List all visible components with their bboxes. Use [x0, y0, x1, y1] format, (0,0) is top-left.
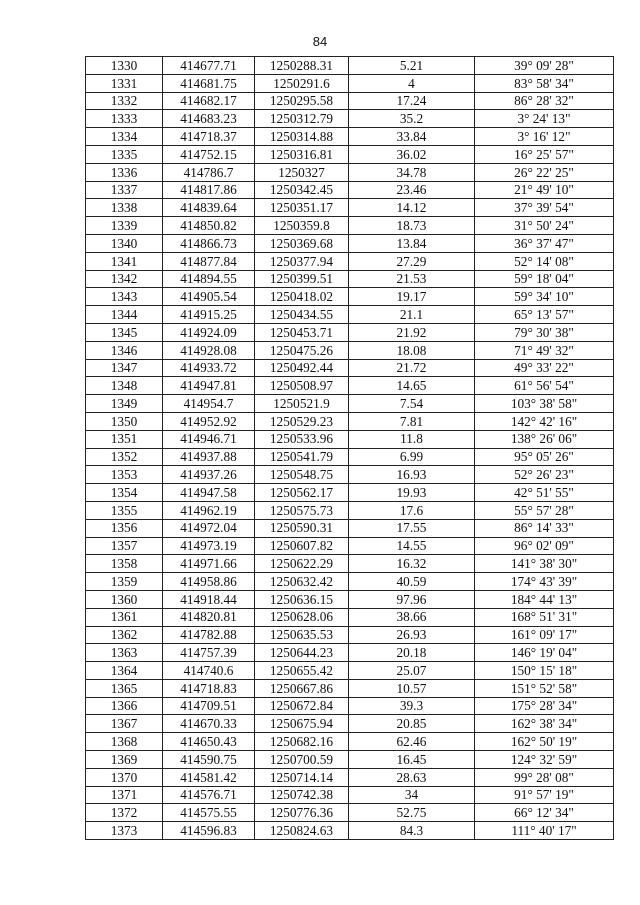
y-coordinate-cell: 1250508.97	[255, 377, 349, 395]
table-row	[86, 110, 614, 128]
table-row	[86, 288, 614, 306]
distance-cell: 52.75	[349, 804, 475, 822]
distance-cell: 34	[349, 786, 475, 804]
x-coordinate-cell: 414740.6	[163, 662, 255, 680]
angle-cell: 31° 50' 24"	[475, 217, 614, 235]
distance-cell: 13.84	[349, 234, 475, 252]
table-row	[86, 466, 614, 484]
x-coordinate-cell: 414877.84	[163, 252, 255, 270]
distance-cell: 35.2	[349, 110, 475, 128]
x-coordinate-cell: 414576.71	[163, 786, 255, 804]
y-coordinate-cell: 1250667.86	[255, 679, 349, 697]
y-coordinate-cell: 1250562.17	[255, 484, 349, 502]
y-coordinate-cell: 1250636.15	[255, 590, 349, 608]
distance-cell: 16.32	[349, 555, 475, 573]
angle-cell: 168° 51' 31"	[475, 608, 614, 626]
table-row	[86, 608, 614, 626]
y-coordinate-cell: 1250622.29	[255, 555, 349, 573]
y-coordinate-cell: 1250369.68	[255, 234, 349, 252]
y-coordinate-cell: 1250776.36	[255, 804, 349, 822]
x-coordinate-cell: 414839.64	[163, 199, 255, 217]
y-coordinate-cell: 1250714.14	[255, 768, 349, 786]
point-number-cell: 1341	[86, 252, 163, 270]
distance-cell: 27.29	[349, 252, 475, 270]
table-row	[86, 626, 614, 644]
table-body	[86, 57, 614, 840]
x-coordinate-cell: 414924.09	[163, 323, 255, 341]
x-coordinate-cell: 414973.19	[163, 537, 255, 555]
y-coordinate-cell: 1250607.82	[255, 537, 349, 555]
distance-cell: 18.08	[349, 341, 475, 359]
point-number-cell: 1340	[86, 234, 163, 252]
distance-cell: 6.99	[349, 448, 475, 466]
angle-cell: 124° 32' 59"	[475, 751, 614, 769]
table-row	[86, 323, 614, 341]
y-coordinate-cell: 1250291.6	[255, 74, 349, 92]
angle-cell: 111° 40' 17"	[475, 822, 614, 840]
point-number-cell: 1355	[86, 501, 163, 519]
distance-cell: 21.92	[349, 323, 475, 341]
table-row	[86, 822, 614, 840]
x-coordinate-cell: 414677.71	[163, 57, 255, 75]
x-coordinate-cell: 414850.82	[163, 217, 255, 235]
table-row	[86, 128, 614, 146]
table-row	[86, 697, 614, 715]
angle-cell: 91° 57' 19"	[475, 786, 614, 804]
distance-cell: 26.93	[349, 626, 475, 644]
angle-cell: 39° 09' 28"	[475, 57, 614, 75]
distance-cell: 19.93	[349, 484, 475, 502]
x-coordinate-cell: 414962.19	[163, 501, 255, 519]
y-coordinate-cell: 1250529.23	[255, 412, 349, 430]
angle-cell: 52° 26' 23"	[475, 466, 614, 484]
y-coordinate-cell: 1250399.51	[255, 270, 349, 288]
point-number-cell: 1331	[86, 74, 163, 92]
table-row	[86, 145, 614, 163]
y-coordinate-cell: 1250288.31	[255, 57, 349, 75]
distance-cell: 18.73	[349, 217, 475, 235]
table-row	[86, 395, 614, 413]
y-coordinate-cell: 1250377.94	[255, 252, 349, 270]
table-row	[86, 74, 614, 92]
y-coordinate-cell: 1250644.23	[255, 644, 349, 662]
y-coordinate-cell: 1250590.31	[255, 519, 349, 537]
table-row	[86, 57, 614, 75]
angle-cell: 16° 25' 57"	[475, 145, 614, 163]
y-coordinate-cell: 1250295.58	[255, 92, 349, 110]
x-coordinate-cell: 414947.81	[163, 377, 255, 395]
x-coordinate-cell: 414596.83	[163, 822, 255, 840]
angle-cell: 162° 50' 19"	[475, 733, 614, 751]
point-number-cell: 1365	[86, 679, 163, 697]
angle-cell: 150° 15' 18"	[475, 662, 614, 680]
angle-cell: 26° 22' 25"	[475, 163, 614, 181]
point-number-cell: 1336	[86, 163, 163, 181]
table-row	[86, 359, 614, 377]
y-coordinate-cell: 1250314.88	[255, 128, 349, 146]
distance-cell: 14.12	[349, 199, 475, 217]
distance-cell: 36.02	[349, 145, 475, 163]
distance-cell: 39.3	[349, 697, 475, 715]
x-coordinate-cell: 414718.37	[163, 128, 255, 146]
x-coordinate-cell: 414681.75	[163, 74, 255, 92]
table-row	[86, 217, 614, 235]
point-number-cell: 1362	[86, 626, 163, 644]
y-coordinate-cell: 1250351.17	[255, 199, 349, 217]
distance-cell: 17.6	[349, 501, 475, 519]
angle-cell: 65° 13' 57"	[475, 306, 614, 324]
table-row	[86, 199, 614, 217]
distance-cell: 38.66	[349, 608, 475, 626]
distance-cell: 14.55	[349, 537, 475, 555]
angle-cell: 96° 02' 09"	[475, 537, 614, 555]
distance-cell: 4	[349, 74, 475, 92]
table-row	[86, 751, 614, 769]
distance-cell: 33.84	[349, 128, 475, 146]
angle-cell: 66° 12' 34"	[475, 804, 614, 822]
point-number-cell: 1347	[86, 359, 163, 377]
distance-cell: 25.07	[349, 662, 475, 680]
distance-cell: 84.3	[349, 822, 475, 840]
point-number-cell: 1351	[86, 430, 163, 448]
coordinates-table	[85, 56, 614, 840]
table-row	[86, 644, 614, 662]
point-number-cell: 1369	[86, 751, 163, 769]
angle-cell: 61° 56' 54"	[475, 377, 614, 395]
distance-cell: 7.81	[349, 412, 475, 430]
angle-cell: 138° 26' 06"	[475, 430, 614, 448]
x-coordinate-cell: 414918.44	[163, 590, 255, 608]
distance-cell: 40.59	[349, 573, 475, 591]
x-coordinate-cell: 414682.17	[163, 92, 255, 110]
point-number-cell: 1353	[86, 466, 163, 484]
x-coordinate-cell: 414952.92	[163, 412, 255, 430]
distance-cell: 7.54	[349, 395, 475, 413]
point-number-cell: 1330	[86, 57, 163, 75]
x-coordinate-cell: 414933.72	[163, 359, 255, 377]
table-row	[86, 501, 614, 519]
point-number-cell: 1335	[86, 145, 163, 163]
table-row	[86, 768, 614, 786]
x-coordinate-cell: 414972.04	[163, 519, 255, 537]
distance-cell: 34.78	[349, 163, 475, 181]
y-coordinate-cell: 1250521.9	[255, 395, 349, 413]
point-number-cell: 1352	[86, 448, 163, 466]
table-row	[86, 448, 614, 466]
y-coordinate-cell: 1250632.42	[255, 573, 349, 591]
table-row	[86, 733, 614, 751]
point-number-cell: 1370	[86, 768, 163, 786]
angle-cell: 151° 52' 58"	[475, 679, 614, 697]
angle-cell: 59° 34' 10"	[475, 288, 614, 306]
x-coordinate-cell: 414752.15	[163, 145, 255, 163]
point-number-cell: 1364	[86, 662, 163, 680]
x-coordinate-cell: 414905.54	[163, 288, 255, 306]
angle-cell: 49° 33' 22"	[475, 359, 614, 377]
angle-cell: 37° 39' 54"	[475, 199, 614, 217]
x-coordinate-cell: 414820.81	[163, 608, 255, 626]
y-coordinate-cell: 1250312.79	[255, 110, 349, 128]
angle-cell: 3° 24' 13"	[475, 110, 614, 128]
table-row	[86, 573, 614, 591]
table-row	[86, 662, 614, 680]
x-coordinate-cell: 414782.88	[163, 626, 255, 644]
angle-cell: 161° 09' 17"	[475, 626, 614, 644]
distance-cell: 21.1	[349, 306, 475, 324]
point-number-cell: 1358	[86, 555, 163, 573]
page-number: 84	[312, 34, 328, 49]
y-coordinate-cell: 1250548.75	[255, 466, 349, 484]
table-row	[86, 412, 614, 430]
y-coordinate-cell: 1250575.73	[255, 501, 349, 519]
distance-cell: 20.18	[349, 644, 475, 662]
angle-cell: 36° 37' 47"	[475, 234, 614, 252]
y-coordinate-cell: 1250418.02	[255, 288, 349, 306]
angle-cell: 42° 51' 55"	[475, 484, 614, 502]
angle-cell: 99° 28' 08"	[475, 768, 614, 786]
y-coordinate-cell: 1250628.06	[255, 608, 349, 626]
x-coordinate-cell: 414915.25	[163, 306, 255, 324]
table-row	[86, 234, 614, 252]
point-number-cell: 1348	[86, 377, 163, 395]
y-coordinate-cell: 1250742.38	[255, 786, 349, 804]
y-coordinate-cell: 1250655.42	[255, 662, 349, 680]
angle-cell: 86° 28' 32"	[475, 92, 614, 110]
distance-cell: 23.46	[349, 181, 475, 199]
x-coordinate-cell: 414718.83	[163, 679, 255, 697]
y-coordinate-cell: 1250682.16	[255, 733, 349, 751]
point-number-cell: 1366	[86, 697, 163, 715]
x-coordinate-cell: 414958.86	[163, 573, 255, 591]
point-number-cell: 1344	[86, 306, 163, 324]
point-number-cell: 1360	[86, 590, 163, 608]
point-number-cell: 1333	[86, 110, 163, 128]
distance-cell: 16.93	[349, 466, 475, 484]
point-number-cell: 1337	[86, 181, 163, 199]
table-row	[86, 270, 614, 288]
angle-cell: 21° 49' 10"	[475, 181, 614, 199]
point-number-cell: 1368	[86, 733, 163, 751]
distance-cell: 20.85	[349, 715, 475, 733]
point-number-cell: 1339	[86, 217, 163, 235]
y-coordinate-cell: 1250359.8	[255, 217, 349, 235]
distance-cell: 28.63	[349, 768, 475, 786]
x-coordinate-cell: 414590.75	[163, 751, 255, 769]
table-row	[86, 537, 614, 555]
y-coordinate-cell: 1250327	[255, 163, 349, 181]
point-number-cell: 1332	[86, 92, 163, 110]
y-coordinate-cell: 1250700.59	[255, 751, 349, 769]
x-coordinate-cell: 414575.55	[163, 804, 255, 822]
point-number-cell: 1349	[86, 395, 163, 413]
table-row	[86, 341, 614, 359]
angle-cell: 184° 44' 13"	[475, 590, 614, 608]
x-coordinate-cell: 414650.43	[163, 733, 255, 751]
point-number-cell: 1334	[86, 128, 163, 146]
x-coordinate-cell: 414866.73	[163, 234, 255, 252]
y-coordinate-cell: 1250342.45	[255, 181, 349, 199]
point-number-cell: 1359	[86, 573, 163, 591]
y-coordinate-cell: 1250672.84	[255, 697, 349, 715]
point-number-cell: 1356	[86, 519, 163, 537]
point-number-cell: 1367	[86, 715, 163, 733]
table-row	[86, 590, 614, 608]
x-coordinate-cell: 414928.08	[163, 341, 255, 359]
angle-cell: 103° 38' 58"	[475, 395, 614, 413]
angle-cell: 174° 43' 39"	[475, 573, 614, 591]
distance-cell: 16.45	[349, 751, 475, 769]
y-coordinate-cell: 1250824.63	[255, 822, 349, 840]
x-coordinate-cell: 414894.55	[163, 270, 255, 288]
x-coordinate-cell: 414757.39	[163, 644, 255, 662]
y-coordinate-cell: 1250316.81	[255, 145, 349, 163]
table-row	[86, 430, 614, 448]
point-number-cell: 1345	[86, 323, 163, 341]
angle-cell: 141° 38' 30"	[475, 555, 614, 573]
table-row	[86, 181, 614, 199]
point-number-cell: 1346	[86, 341, 163, 359]
point-number-cell: 1354	[86, 484, 163, 502]
table-row	[86, 484, 614, 502]
x-coordinate-cell: 414947.58	[163, 484, 255, 502]
point-number-cell: 1357	[86, 537, 163, 555]
point-number-cell: 1373	[86, 822, 163, 840]
y-coordinate-cell: 1250492.44	[255, 359, 349, 377]
point-number-cell: 1371	[86, 786, 163, 804]
table-row	[86, 555, 614, 573]
angle-cell: 95° 05' 26"	[475, 448, 614, 466]
table-row	[86, 715, 614, 733]
table-row	[86, 306, 614, 324]
y-coordinate-cell: 1250453.71	[255, 323, 349, 341]
x-coordinate-cell: 414954.7	[163, 395, 255, 413]
distance-cell: 21.53	[349, 270, 475, 288]
angle-cell: 175° 28' 34"	[475, 697, 614, 715]
angle-cell: 79° 30' 38"	[475, 323, 614, 341]
distance-cell: 17.55	[349, 519, 475, 537]
y-coordinate-cell: 1250533.96	[255, 430, 349, 448]
angle-cell: 59° 18' 04"	[475, 270, 614, 288]
y-coordinate-cell: 1250675.94	[255, 715, 349, 733]
angle-cell: 142° 42' 16"	[475, 412, 614, 430]
table-row	[86, 804, 614, 822]
table-row	[86, 163, 614, 181]
x-coordinate-cell: 414670.33	[163, 715, 255, 733]
x-coordinate-cell: 414581.42	[163, 768, 255, 786]
angle-cell: 55° 57' 28"	[475, 501, 614, 519]
x-coordinate-cell: 414786.7	[163, 163, 255, 181]
x-coordinate-cell: 414817.86	[163, 181, 255, 199]
x-coordinate-cell: 414937.26	[163, 466, 255, 484]
point-number-cell: 1342	[86, 270, 163, 288]
x-coordinate-cell: 414971.66	[163, 555, 255, 573]
point-number-cell: 1338	[86, 199, 163, 217]
distance-cell: 10.57	[349, 679, 475, 697]
distance-cell: 21.72	[349, 359, 475, 377]
table-row	[86, 786, 614, 804]
distance-cell: 14.65	[349, 377, 475, 395]
x-coordinate-cell: 414937.88	[163, 448, 255, 466]
table-row	[86, 679, 614, 697]
angle-cell: 71° 49' 32"	[475, 341, 614, 359]
y-coordinate-cell: 1250635.53	[255, 626, 349, 644]
distance-cell: 5.21	[349, 57, 475, 75]
angle-cell: 83° 58' 34"	[475, 74, 614, 92]
point-number-cell: 1343	[86, 288, 163, 306]
angle-cell: 3° 16' 12"	[475, 128, 614, 146]
table-row	[86, 377, 614, 395]
distance-cell: 97.96	[349, 590, 475, 608]
table-row	[86, 252, 614, 270]
y-coordinate-cell: 1250475.26	[255, 341, 349, 359]
y-coordinate-cell: 1250541.79	[255, 448, 349, 466]
x-coordinate-cell: 414683.23	[163, 110, 255, 128]
distance-cell: 17.24	[349, 92, 475, 110]
angle-cell: 52° 14' 08"	[475, 252, 614, 270]
y-coordinate-cell: 1250434.55	[255, 306, 349, 324]
table-row	[86, 519, 614, 537]
x-coordinate-cell: 414709.51	[163, 697, 255, 715]
point-number-cell: 1363	[86, 644, 163, 662]
point-number-cell: 1361	[86, 608, 163, 626]
table-row	[86, 92, 614, 110]
point-number-cell: 1372	[86, 804, 163, 822]
angle-cell: 146° 19' 04"	[475, 644, 614, 662]
point-number-cell: 1350	[86, 412, 163, 430]
x-coordinate-cell: 414946.71	[163, 430, 255, 448]
angle-cell: 86° 14' 33"	[475, 519, 614, 537]
angle-cell: 162° 38' 34"	[475, 715, 614, 733]
distance-cell: 19.17	[349, 288, 475, 306]
distance-cell: 11.8	[349, 430, 475, 448]
distance-cell: 62.46	[349, 733, 475, 751]
